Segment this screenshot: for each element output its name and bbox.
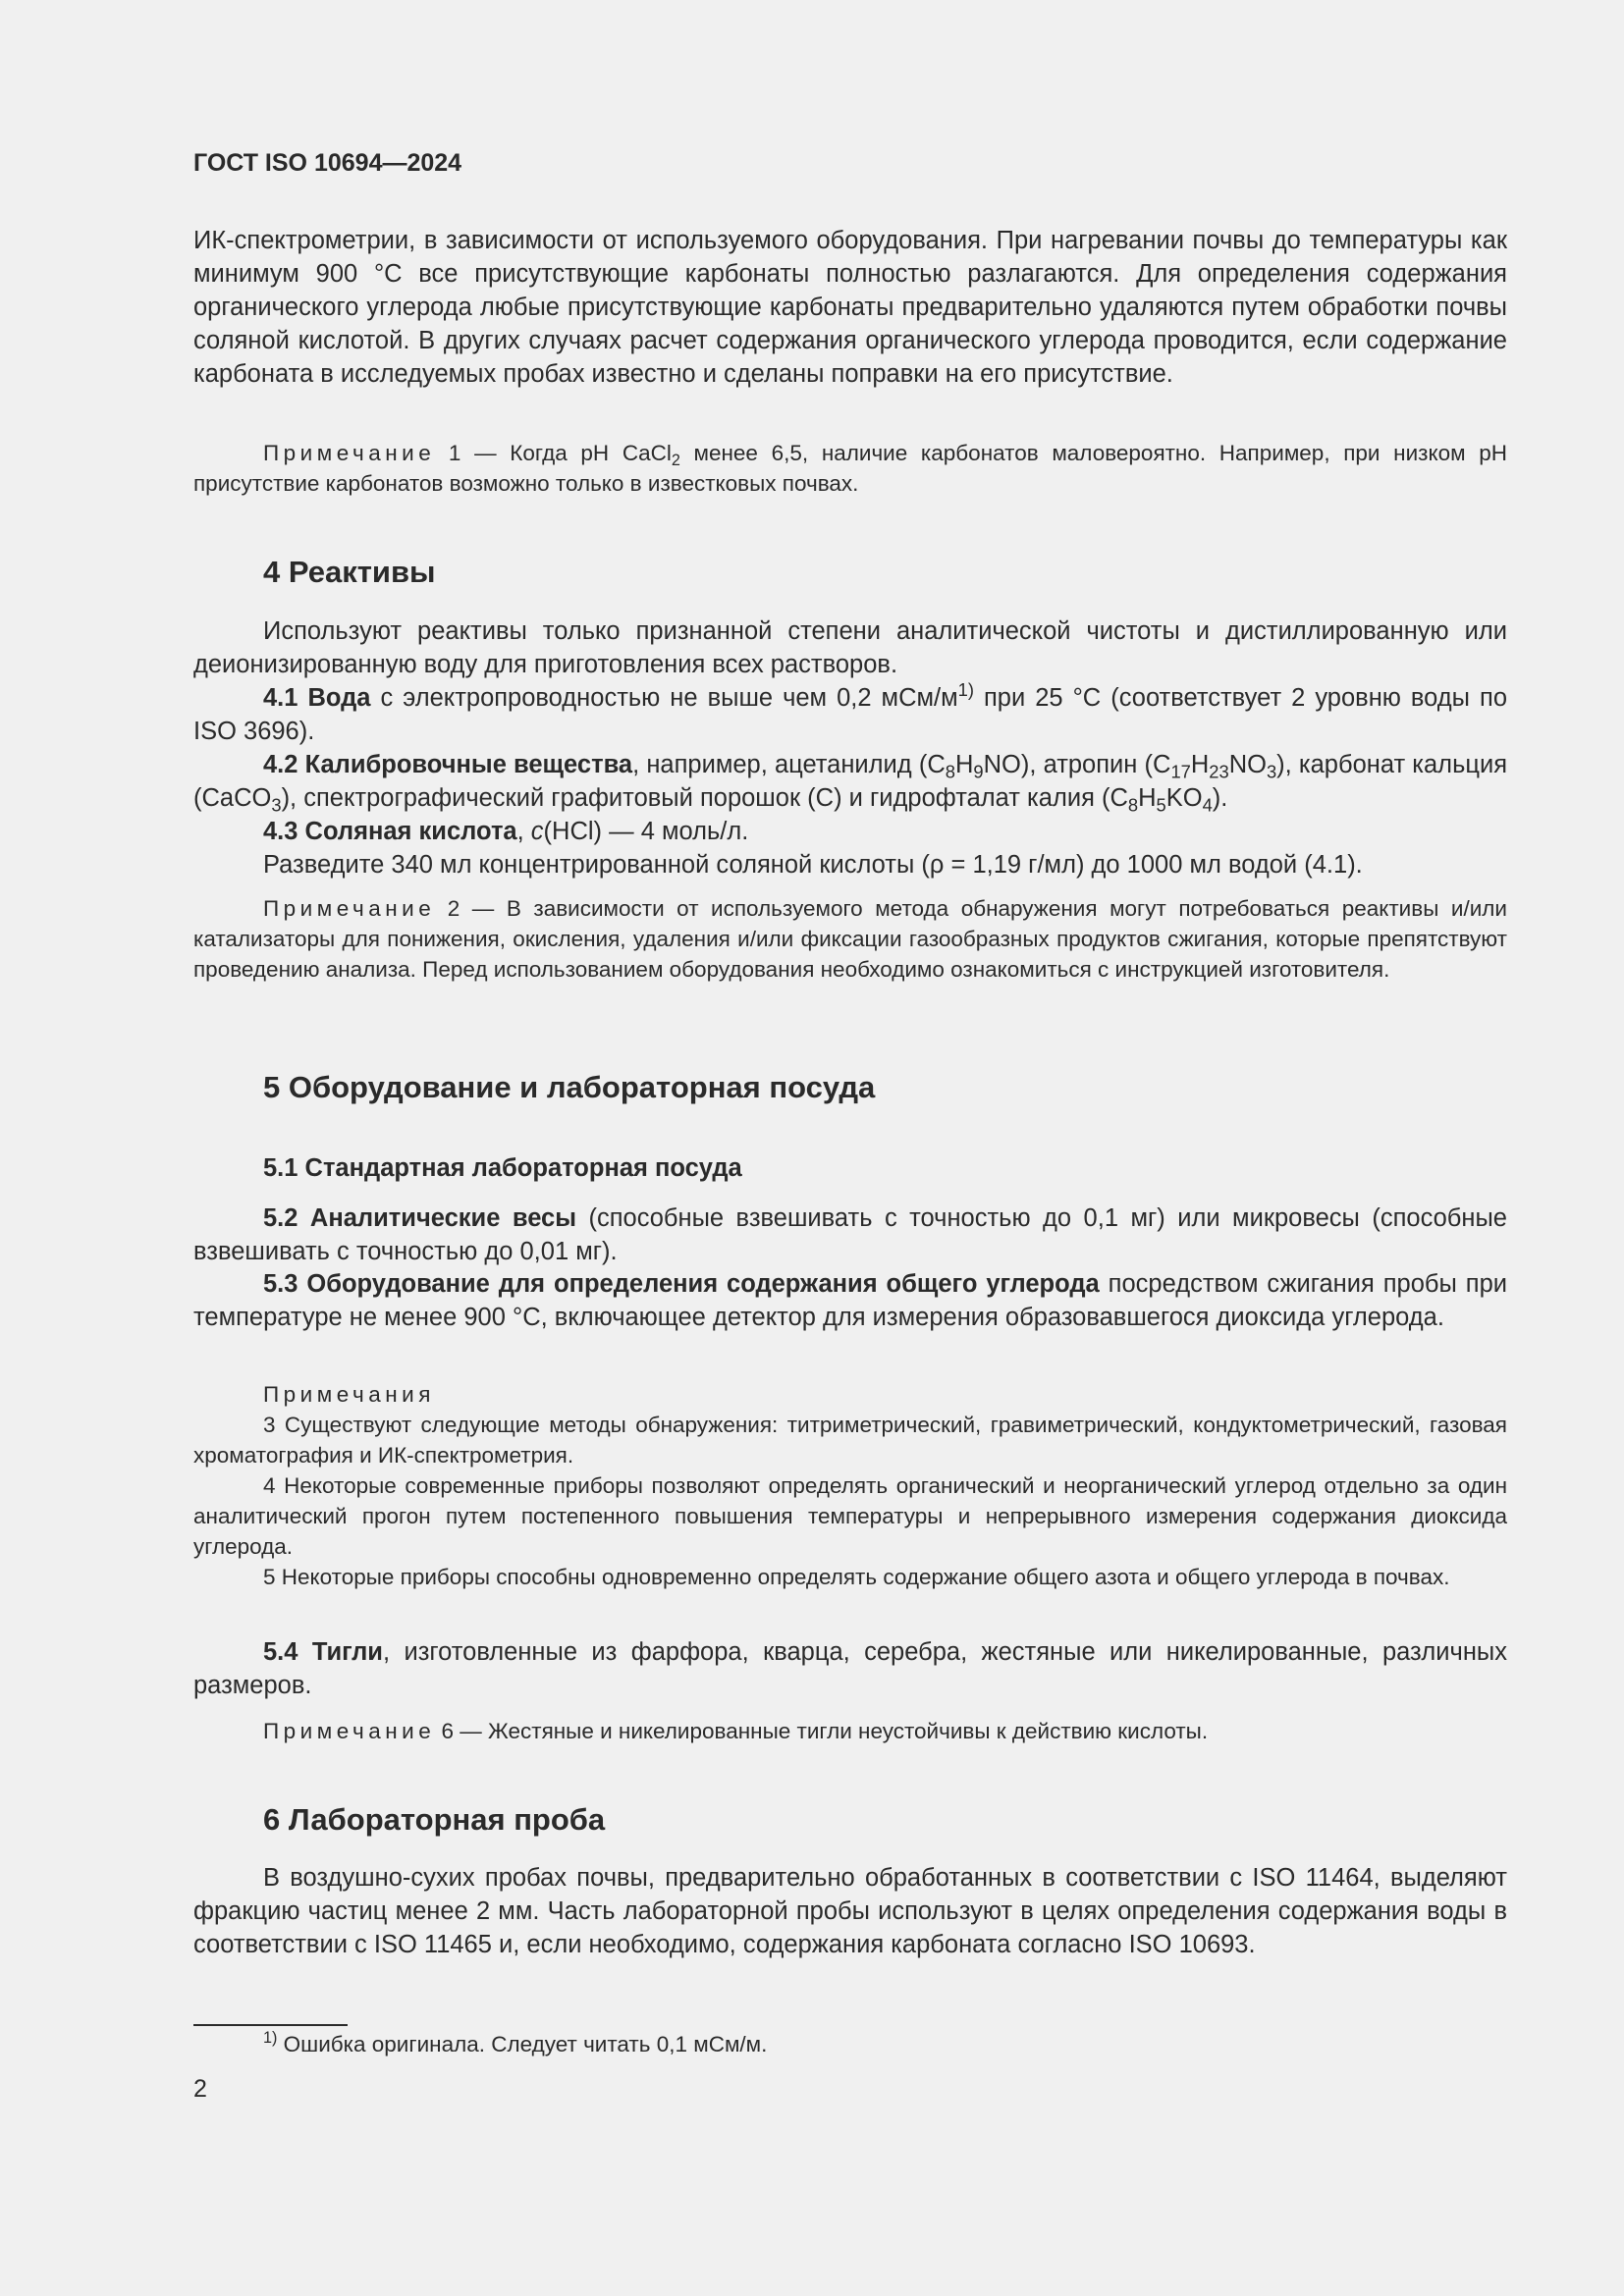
note-2-label: Примечание: [263, 896, 436, 921]
item-5-4-term: 5.4 Тигли: [263, 1638, 383, 1666]
item-4-3-instruction: Разведите 340 мл концентрированной соляной кислоты (ρ = 1,19 г/мл) до 1000 мл водой (4.1).: [263, 851, 1363, 879]
footnote-ref: 1): [957, 678, 974, 700]
footnote-divider: [193, 2024, 348, 2026]
item-5-2-term: 5.2 Аналитические весы: [263, 1204, 576, 1232]
note-4: 4 Некоторые современные приборы позволяют определять органический и неорганический углерод отдельно за один аналитический прогон путем постепенного повышения температуры и непрерывного измерения содержания диоксида углерода.: [193, 1473, 1507, 1559]
item-5-4: 5.4 Тигли, изготовленные из фарфора, кварца, серебра, жестяные или никелированные, различных размеров.: [193, 1638, 1507, 1699]
section-5-heading: 5 Оборудование и лабораторная посуда: [263, 1070, 876, 1104]
item-4-3-term: 4.3 Соляная кислота: [263, 818, 517, 845]
item-5-1: 5.1 Стандартная лабораторная посуда: [263, 1154, 742, 1182]
section-6-paragraph: В воздушно-сухих пробах почвы, предварительно обработанных в соответствии с ISO 11464, выделяют фракцию частиц менее 2 мм. Часть лабораторной пробы используют в целях определения содержания воды в соответствии с ISO 11465 и, если необходимо, содержания карбоната согласно ISO 10693.: [193, 1864, 1507, 1958]
note-1-label: Примечание: [263, 441, 436, 465]
item-4-2-term: 4.2 Калибровочные вещества: [263, 751, 633, 778]
document-header: ГОСТ ISO 10694—2024: [193, 149, 462, 177]
footnote-text: Ошибка оригинала. Следует читать 0,1 мСм/м.: [277, 2032, 768, 2056]
item-4-1-term: 4.1 Вода: [263, 684, 371, 712]
intro-paragraph: ИК-спектрометрии, в зависимости от используемого оборудования. При нагревании почвы до температуры как минимум 900 °С все присутствующие карбонаты полностью разлагаются. Для определения содержания органического углерода любые присутствующие карбонаты предварительно удаляются путем обработки почвы соляной кислотой. В других случаях расчет содержания органического углерода проводится, если содержание карбоната в исследуемых пробах известно и сделаны поправки на его присутствие.: [193, 227, 1507, 388]
item-5-2: 5.2 Аналитические весы (способные взвешивать с точностью до 0,1 мг) или микровесы (способные взвешивать с точностью до 0,01 мг).: [193, 1204, 1507, 1265]
note-6: Примечание 6 — Жестяные и никелированные тигли неустойчивы к действию кислоты.: [263, 1719, 1209, 1743]
note-1: Примечание 1 — Когда pH CaCl$_2$ менее 6,5, наличие карбонатов маловероятно. Например, при низком pH присутствие карбонатов возможно только в известковых почвах.: [193, 441, 1507, 496]
section-6-heading: 6 Лабораторная проба: [263, 1802, 606, 1837]
note-6-label: Примечание: [263, 1719, 436, 1743]
notes-label: Примечания: [263, 1382, 435, 1407]
item-5-3: 5.3 Оборудование для определения содержания общего углерода посредством сжигания пробы при температуре не менее 900 °С, включающее детектор для измерения образовавшегося диоксида углерода.: [193, 1270, 1508, 1331]
note-5: 5 Некоторые приборы способны одновременно определять содержание общего азота и общего углерода в почвах.: [263, 1565, 1450, 1589]
item-4-1: 4.1 Вода с электропроводностью не выше чем 0,2 мСм/$м^{1)}$ при 25 °С (соответствует 2 уровню воды по ISO 3696).: [193, 678, 1507, 745]
section-4-intro: Используют реактивы только признанной степени аналитической чистоты и дистиллированную или деионизированную воду для приготовления всех растворов.: [193, 617, 1507, 678]
note-3: 3 Существуют следующие методы обнаружения: титриметрический, гравиметрический, кондуктометрический, газовая хроматография и ИК-спектрометрия.: [193, 1413, 1507, 1468]
section-4-heading: 4 Реактивы: [263, 555, 436, 589]
footnote-mark: 1): [263, 2029, 278, 2048]
item-5-3-term: 5.3 Оборудование для определения содержания общего углерода: [263, 1270, 1100, 1298]
note-2: Примечание 2 — В зависимости от используемого метода обнаружения могут потребоваться реактивы и/или катализаторы для понижения, окисления, удаления и/или фиксации газообразных продуктов сжигания, которые препятствуют проведению анализа. Перед использованием оборудования необходимо ознакомиться с инструкцией изготовителя.: [193, 896, 1507, 982]
page-number: 2: [193, 2075, 207, 2103]
footnote: [263, 2029, 768, 2057]
item-4-3: 4.3 Соляная кислота, c(HCl) — 4 моль/л.: [263, 818, 749, 845]
item-4-2: 4.2 Калибровочные вещества, например, ацетанилид $(C_8H_9NO)$, атропин $(C_{17}H_{23}NO_3)$, карбонат кальция (CaCO$_3$), спектрографический графитовый порошок (С) и гидрофталат калия $(C_8H_5KO_4)$.: [193, 751, 1508, 816]
